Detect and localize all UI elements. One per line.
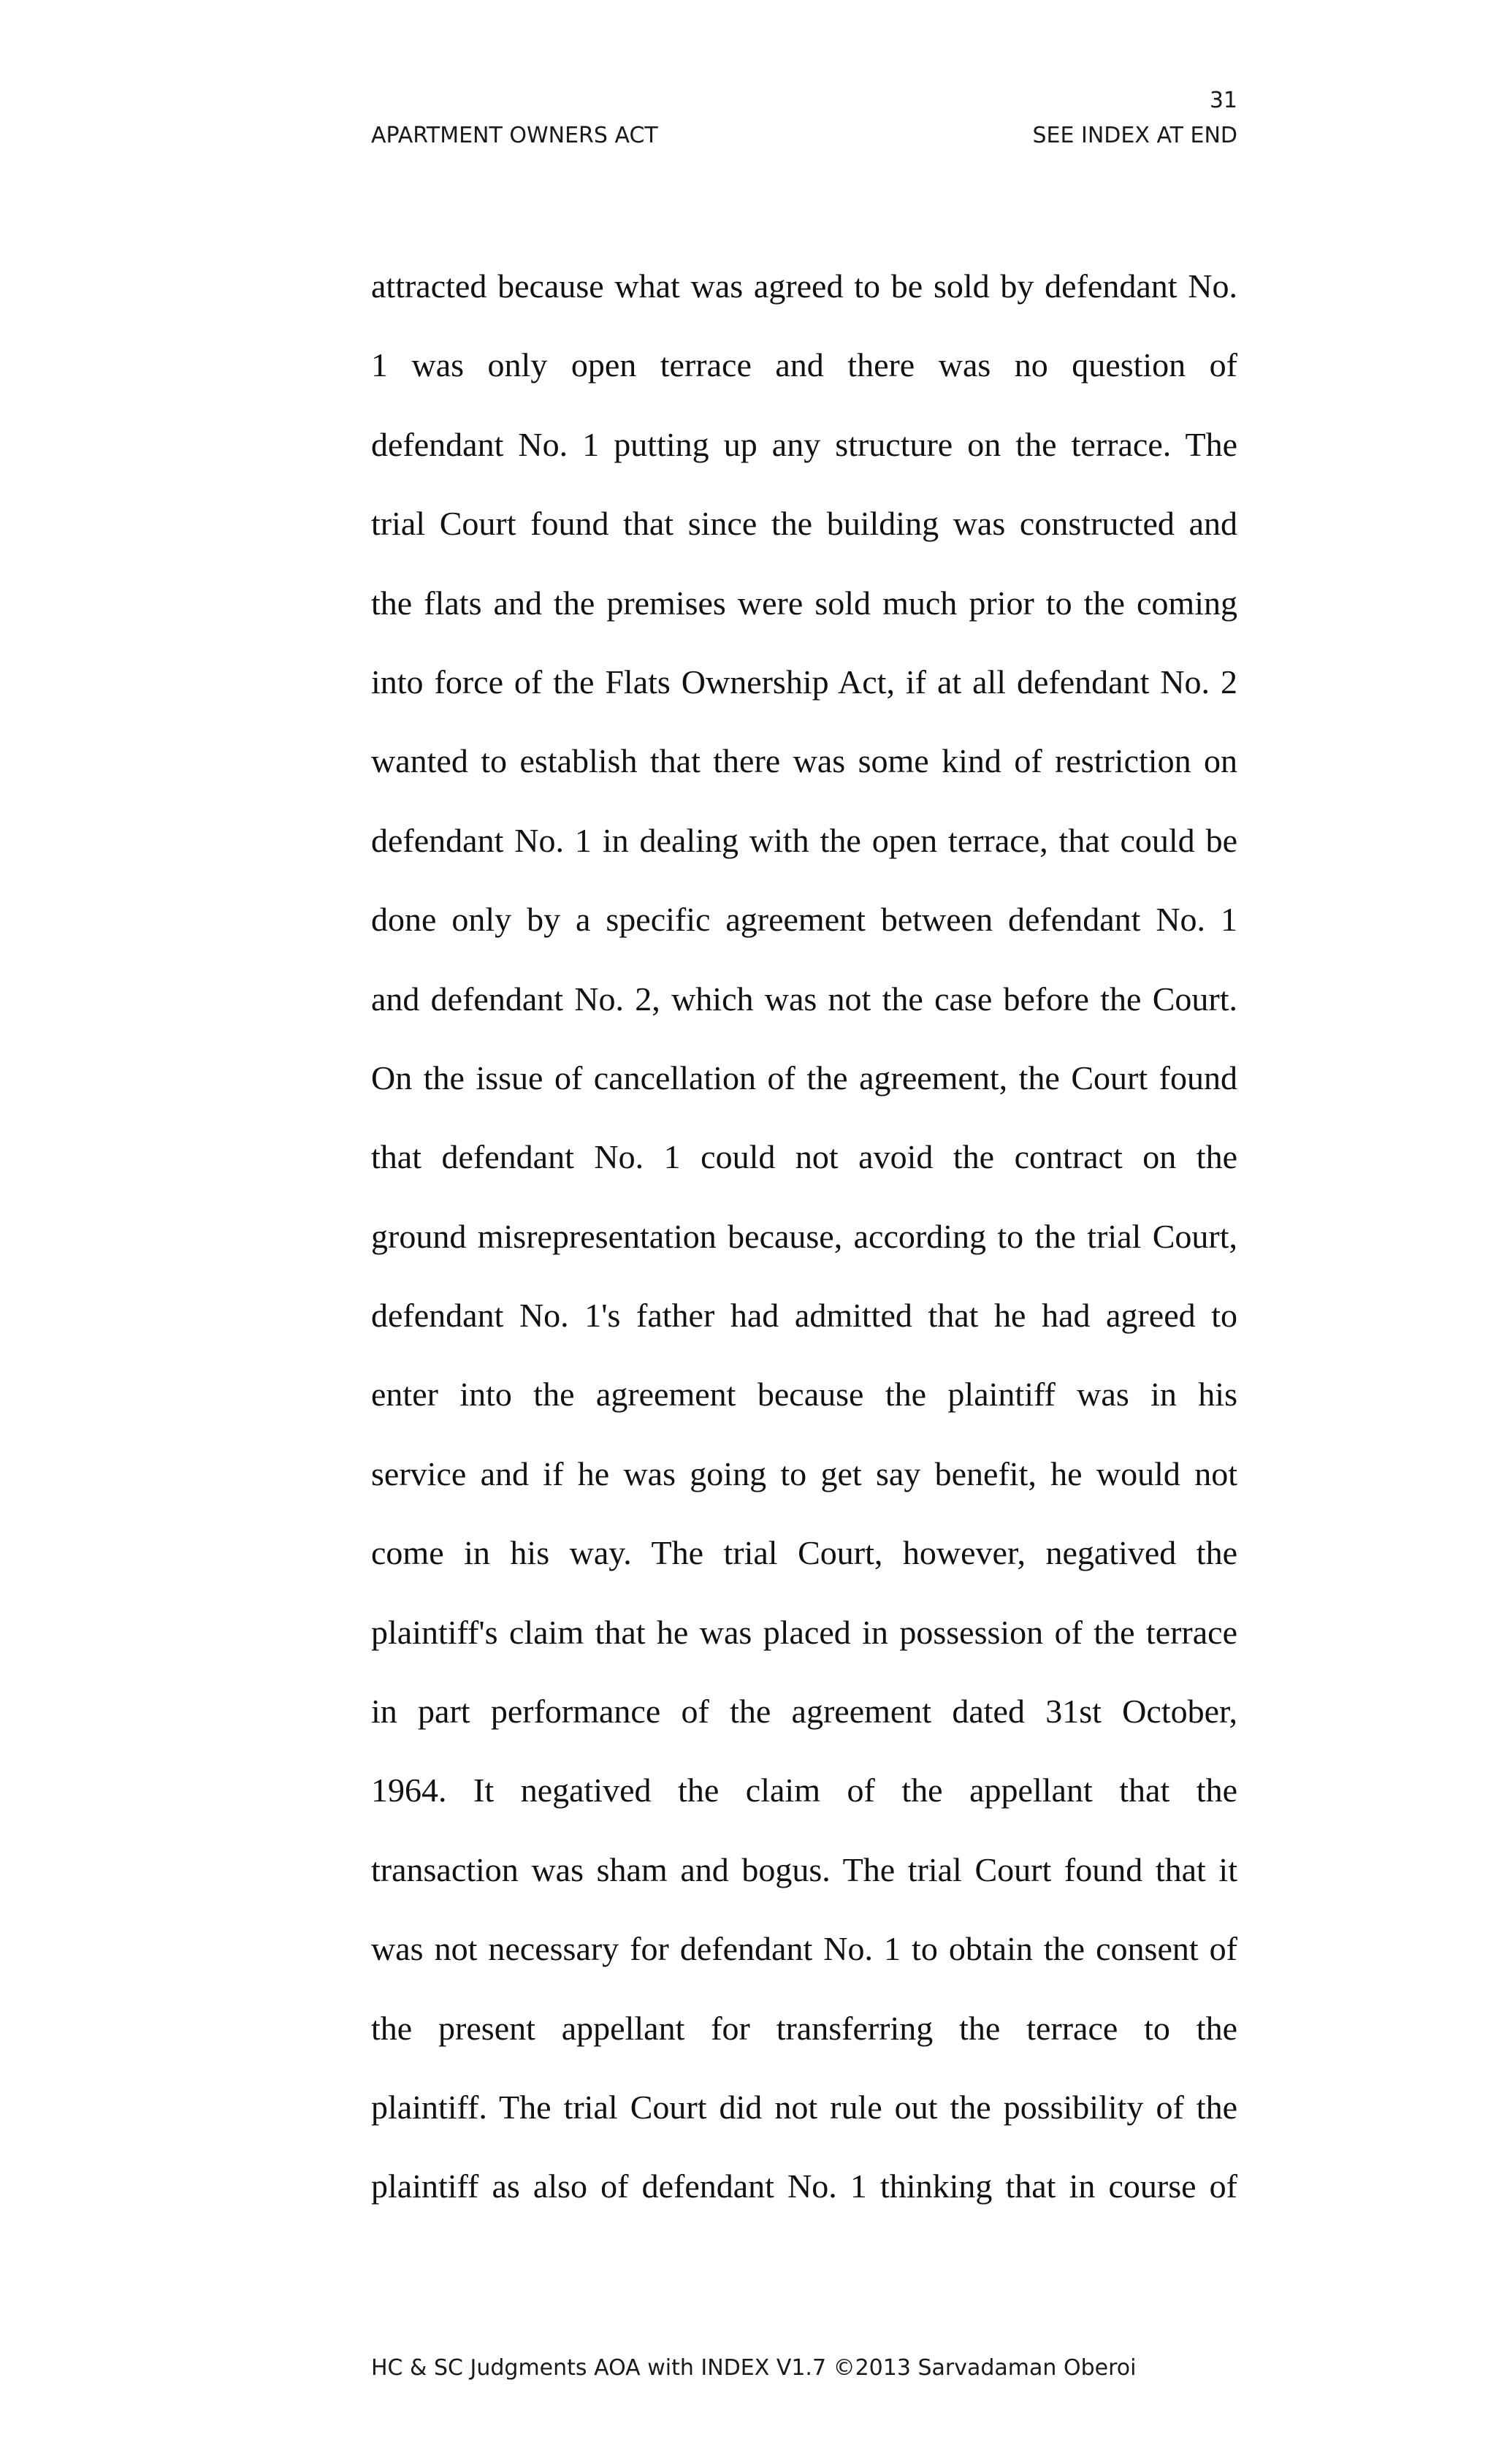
text-line: 1964. It negatived the claim of the appellant that the xyxy=(371,1771,1237,1809)
text-line: defendant No. 1's father had admitted that he had agreed to xyxy=(371,1297,1237,1335)
text-line: plaintiff's claim that he was placed in possession of the terrace xyxy=(371,1613,1237,1651)
text-line: was not necessary for defendant No. 1 to obtain the consent of xyxy=(371,1930,1237,1968)
text-line: defendant No. 1 in dealing with the open terrace, that could be xyxy=(371,821,1237,859)
text-line: come in his way. The trial Court, however, negatived the xyxy=(371,1534,1237,1572)
text-line: service and if he was going to get say benefit, he would not xyxy=(371,1454,1237,1492)
text-line: plaintiff as also of defendant No. 1 thinking that in course of xyxy=(371,2167,1237,2205)
text-line: trial Court found that since the building was constructed and xyxy=(371,505,1237,543)
text-line: attracted because what was agreed to be sold by defendant No. xyxy=(371,267,1237,305)
text-line: that defendant No. 1 could not avoid the contract on the xyxy=(371,1138,1237,1176)
page-number: 31 xyxy=(1209,88,1237,113)
text-line: 1 was only open terrace and there was no question of xyxy=(371,346,1237,384)
text-line: enter into the agreement because the plaintiff was in his xyxy=(371,1376,1237,1414)
header-title: APARTMENT OWNERS ACT xyxy=(371,123,658,148)
text-line: into force of the Flats Ownership Act, if at all defendant No. 2 xyxy=(371,663,1237,701)
text-line: done only by a specific agreement between defendant No. 1 xyxy=(371,901,1237,939)
text-line: the present appellant for transferring the terrace to the xyxy=(371,2009,1237,2047)
header-index-note: SEE INDEX AT END xyxy=(1032,123,1237,148)
text-line: defendant No. 1 putting up any structure on the terrace. The xyxy=(371,425,1237,463)
text-line: and defendant No. 2, which was not the case before the Court. xyxy=(371,980,1237,1018)
text-line: transaction was sham and bogus. The trial Court found that it xyxy=(371,1850,1237,1888)
text-line: wanted to establish that there was some kind of restriction on xyxy=(371,742,1237,780)
text-line: in part performance of the agreement dated 31st October, xyxy=(371,1693,1237,1731)
text-line: the flats and the premises were sold much prior to the coming xyxy=(371,584,1237,622)
text-line: On the issue of cancellation of the agreement, the Court found xyxy=(371,1059,1237,1096)
page-footer: HC & SC Judgments AOA with INDEX V1.7 ©2013 Sarvadaman Oberoi xyxy=(371,2355,1137,2381)
running-header xyxy=(371,121,1237,150)
text-line: plaintiff. The trial Court did not rule out the possibility of the xyxy=(371,2088,1237,2126)
judgment-body-text xyxy=(371,260,1237,2240)
text-line: ground misrepresentation because, according to the trial Court, xyxy=(371,1217,1237,1255)
